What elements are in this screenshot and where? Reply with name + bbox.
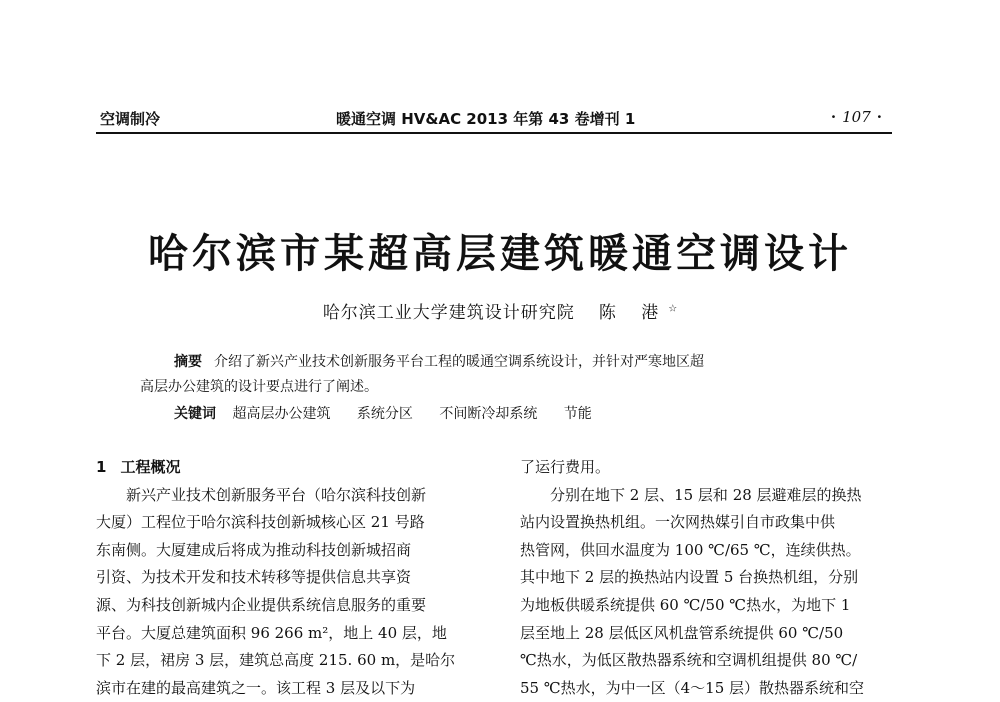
right-column <box>520 454 896 702</box>
page-number: 107 <box>842 108 871 126</box>
keywords <box>174 403 614 423</box>
body-line: 东南侧。大厦建成后将成为推动科技创新城招商 <box>96 540 412 559</box>
keyword: 不间断冷却系统 <box>439 406 538 422</box>
body-line: 了运行费用。 <box>520 458 611 476</box>
body-line: 平台。大厦总建筑面积 96 266 m²，地上 40 层，地 <box>96 623 447 642</box>
left-column <box>96 454 488 702</box>
running-header <box>96 106 892 134</box>
paper-title: 哈尔滨市某超高层建筑暖通空调设计 <box>148 231 852 277</box>
keyword: 节能 <box>563 406 592 422</box>
header-journal: 暖通空调 HV&AC 2013 年第 43 卷增刊 1 <box>336 110 636 128</box>
abstract <box>140 350 860 400</box>
body-line: 层至地上 28 层低区风机盘管系统提供 60 ℃/50 <box>520 623 844 642</box>
body-line: 分别在地下 2 层、15 层和 28 层避难层的换热 <box>520 485 862 504</box>
body-line: 55 ℃热水，为中一区（4～15 层）散热器系统和空 <box>520 678 865 697</box>
body-line: 下 2 层，裙房 3 层，建筑总高度 215. 60 m，是哈尔 <box>96 651 456 670</box>
body-line: 热管网，供回水温度为 100 ℃/65 ℃，连续供热。 <box>520 540 861 559</box>
body-line: 大厦）工程位于哈尔滨科技创新城核心区 21 号路 <box>96 513 425 532</box>
header-section: 空调制冷 <box>100 110 161 128</box>
keyword: 系统分区 <box>356 406 413 422</box>
body-line: 其中地下 2 层的换热站内设置 5 台换热机组，分别 <box>520 568 859 587</box>
abstract-label: 摘要 <box>174 354 202 370</box>
body-line: ℃热水，为低区散热器系统和空调机组提供 80 ℃/ <box>520 651 858 670</box>
body-line: 站内设置换热机组。一次网热媒引自市政集中供 <box>520 513 836 532</box>
abstract-line: 摘要 介绍了新兴产业技术创新服务平台工程的暖通空调系统设计，并针对严寒地区超 <box>174 354 704 370</box>
body-line: 为地板供暖系统提供 60 ℃/50 ℃热水，为地下 1 <box>520 595 851 614</box>
keyword: 超高层办公建筑 <box>232 406 331 422</box>
abstract-line: 高层办公建筑的设计要点进行了阐述。 <box>140 379 378 395</box>
author-line <box>0 298 1000 323</box>
section-heading <box>96 454 488 482</box>
header-page-number: · 107 · <box>830 108 882 126</box>
author-name: 陈 港 <box>598 303 669 323</box>
body-line: 滨市在建的最高建筑之一。该工程 3 层及以下为 <box>96 678 416 697</box>
section-title: 工程概况 <box>120 458 181 476</box>
keywords-label: 关键词 <box>174 406 216 422</box>
body-line: 引资、为技术开发和技术转移等提供信息共享资 <box>96 568 412 587</box>
body-line: 新兴产业技术创新服务平台（哈尔滨科技创新 <box>96 485 427 504</box>
body-line: 源、为科技创新城内企业提供系统信息服务的重要 <box>96 595 427 614</box>
affiliation: 哈尔滨工业大学建筑设计研究院 <box>322 303 575 323</box>
author-mark: ☆ <box>668 303 678 315</box>
section-number: 1 <box>96 458 107 476</box>
